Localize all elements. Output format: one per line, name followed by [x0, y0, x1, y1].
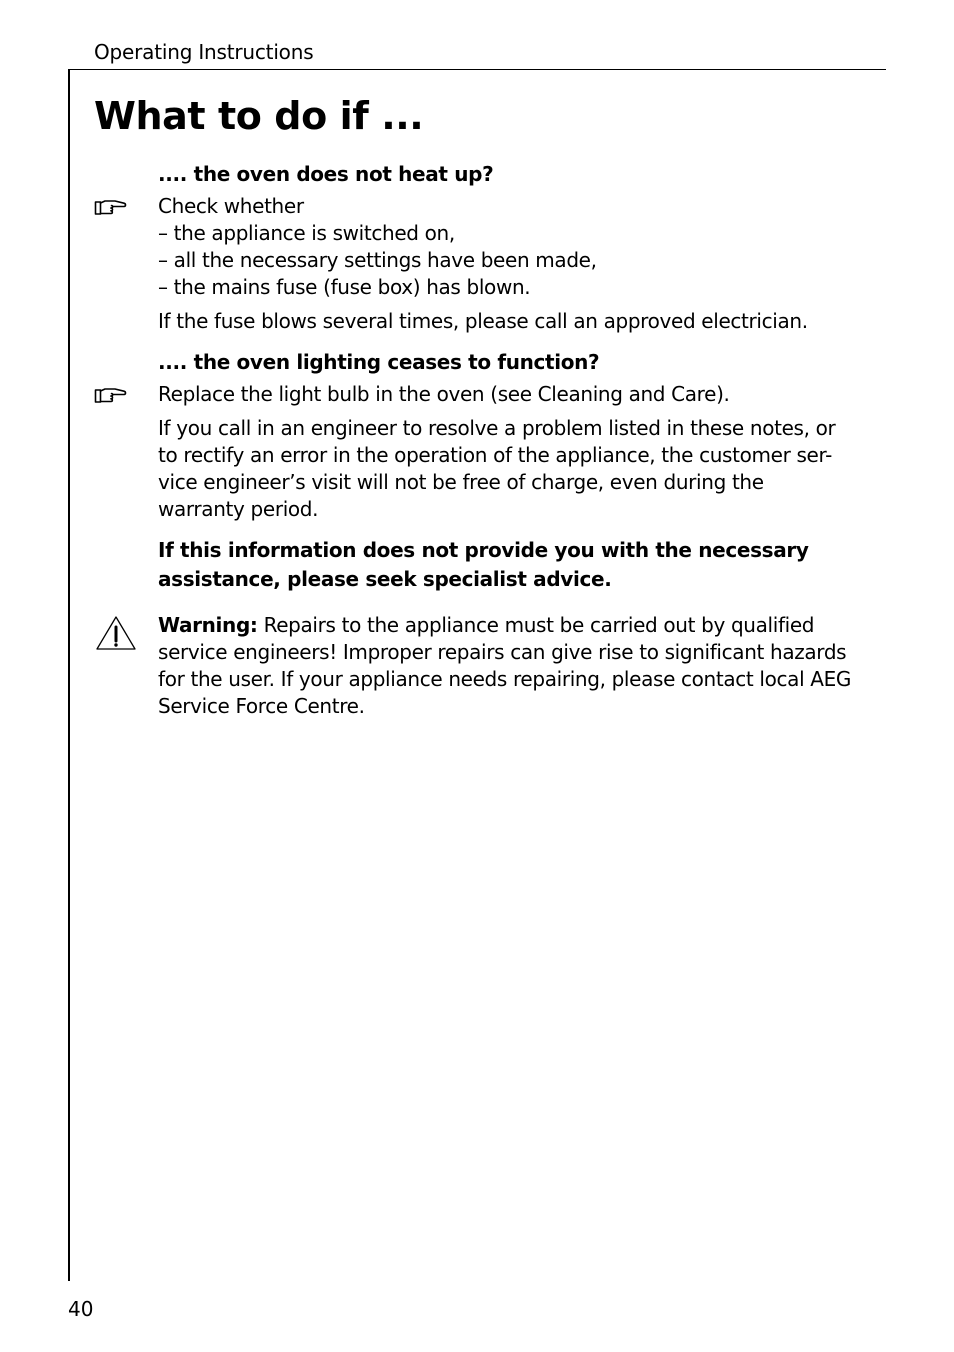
header-section-label: Operating Instructions	[94, 40, 314, 64]
pointing-hand-icon	[94, 385, 128, 407]
header-rule	[68, 69, 886, 70]
specialist-advice	[158, 536, 858, 594]
engineer-note-line: If you call in an engineer to resolve a problem listed in these notes, or	[158, 416, 836, 440]
check-intro: Check whether	[158, 194, 304, 218]
warning-triangle-icon	[94, 614, 138, 652]
engineer-note-line: vice engineer’s visit will not be free of charge, even during the	[158, 470, 764, 494]
engineer-note-line: to rectify an error in the operation of the appliance, the customer ser-	[158, 443, 832, 467]
engineer-note-line: warranty period.	[158, 497, 319, 521]
engineer-note	[158, 415, 858, 523]
check-item: – the appliance is switched on,	[158, 221, 455, 245]
warning-line: Service Force Centre.	[158, 694, 365, 718]
warning-block	[158, 612, 858, 720]
check-item: – the mains fuse (fuse box) has blown.	[158, 275, 531, 299]
page-title: What to do if ...	[94, 94, 424, 138]
pointing-hand-icon	[94, 197, 128, 219]
advice-line: If this information does not provide you with the necessary	[158, 538, 809, 562]
fuse-note: If the fuse blows several times, please call an approved electrician.	[158, 309, 808, 333]
page-number: 40	[68, 1297, 94, 1321]
section-heading-lighting: .... the oven lighting ceases to function?	[158, 350, 600, 374]
check-item: – all the necessary settings have been made,	[158, 248, 597, 272]
check-whether-block	[158, 193, 858, 301]
margin-rule	[68, 69, 70, 1281]
section-heading-no-heat: .... the oven does not heat up?	[158, 162, 494, 186]
warning-line: service engineers! Improper repairs can give rise to significant hazards	[158, 640, 847, 664]
advice-line: assistance, please seek specialist advice.	[158, 567, 612, 591]
warning-line: for the user. If your appliance needs repairing, please contact local AEG	[158, 667, 852, 691]
warning-label: Warning:	[158, 613, 258, 637]
light-bulb-instruction: Replace the light bulb in the oven (see Cleaning and Care).	[158, 382, 730, 406]
warning-line: Repairs to the appliance must be carried out by qualified	[263, 613, 815, 637]
